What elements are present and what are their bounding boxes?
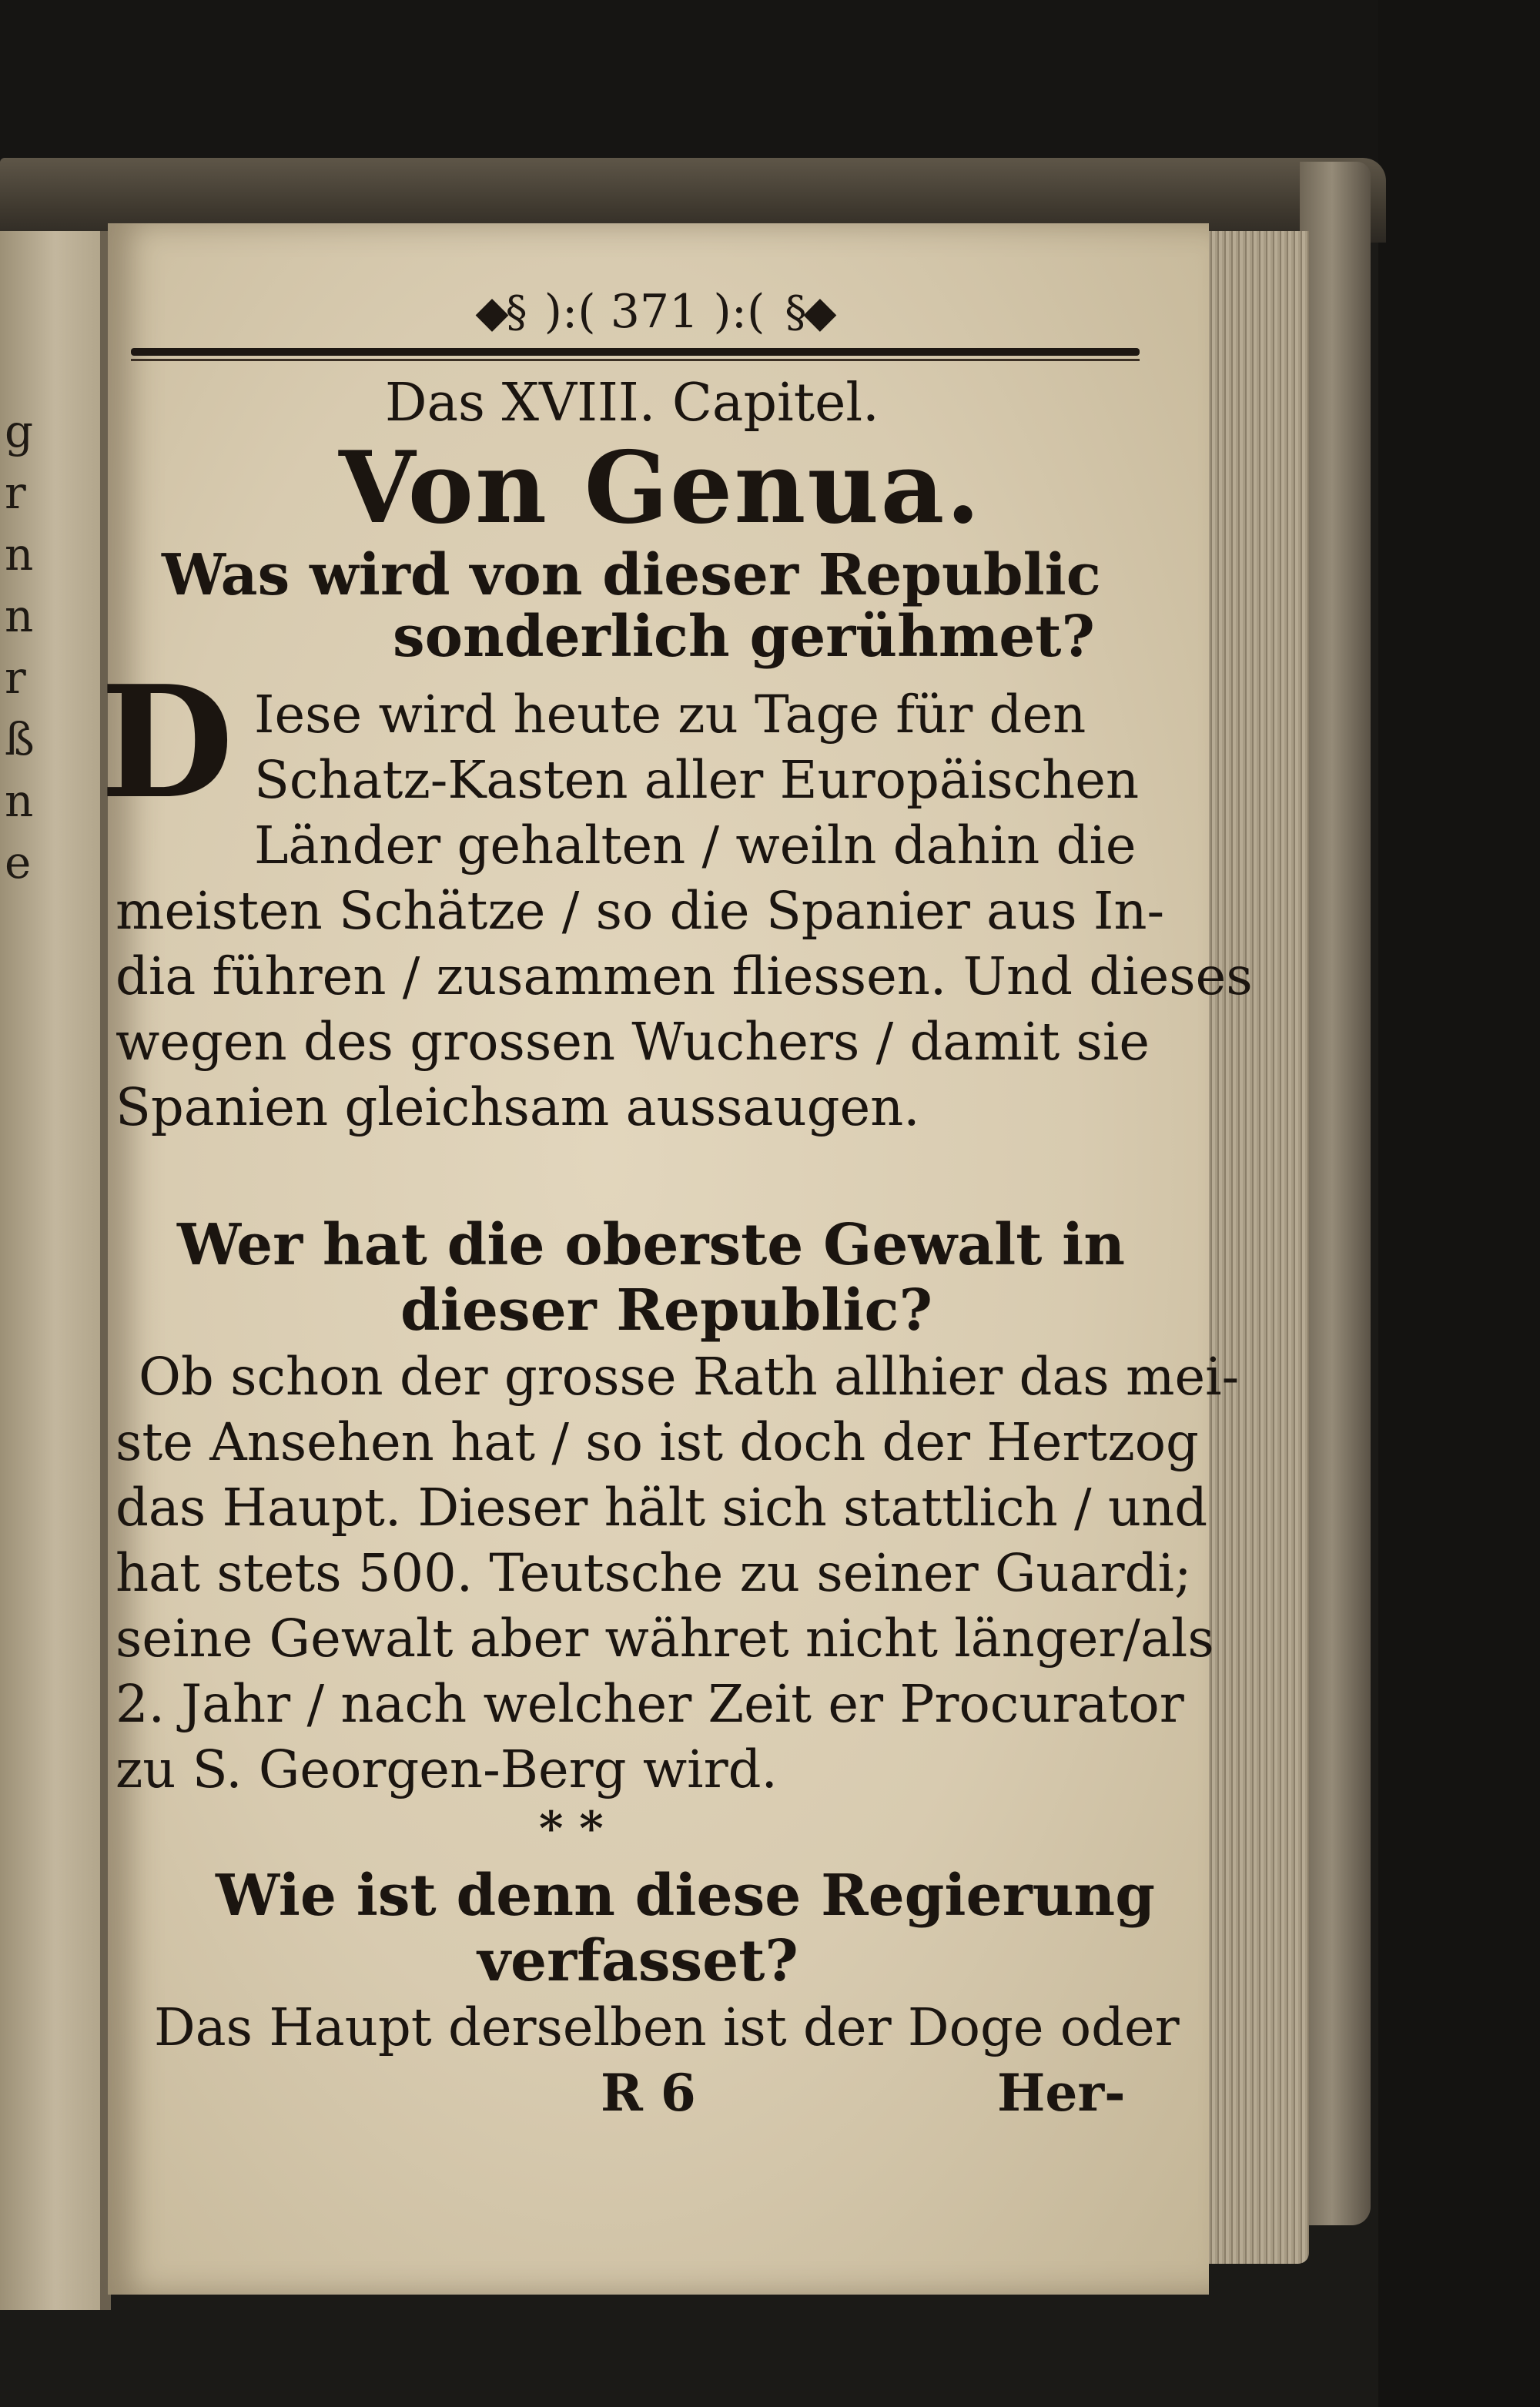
text-line: das Haupt. Dieser hält sich stattlich / und — [116, 1478, 1208, 1538]
background-right — [1378, 0, 1540, 2407]
left-page-edge — [0, 231, 111, 2310]
left-fragment: ß — [5, 713, 35, 765]
catchword: Her- — [997, 2063, 1126, 2123]
left-fragment: g — [5, 405, 34, 457]
text-line: Das Haupt derselben ist der Doge oder — [154, 1997, 1180, 2057]
text-line: zu S. Georgen-Berg wird. — [116, 1739, 778, 1799]
text-line: meisten Schätze / so die Spanier aus In- — [116, 881, 1165, 941]
signature-mark: R 6 — [601, 2063, 696, 2123]
ornament-left-icon: ◆§ — [475, 286, 524, 337]
book-page — [100, 223, 1253, 2295]
page-number: ):( 371 ):( — [544, 285, 765, 339]
background-top — [0, 0, 1540, 177]
question-line: verfasset? — [477, 1928, 798, 1994]
left-fragment: n — [5, 528, 34, 581]
page-content — [100, 223, 1253, 2295]
left-fragment: n — [5, 775, 34, 827]
chapter-heading: Das XVIII. Capitel. — [385, 373, 879, 434]
text-line: Spanien gleichsam aussaugen. — [116, 1077, 920, 1137]
drop-initial: D — [100, 652, 234, 833]
question-line: Was wird von dieser Republic — [162, 542, 1101, 608]
header-rule — [131, 348, 1140, 356]
question-line: dieser Republic? — [400, 1277, 932, 1344]
text-line: Schatz-Kasten aller Europäischen — [254, 750, 1140, 810]
chapter-title: Von Genua. — [339, 430, 982, 546]
left-fragment: r — [5, 467, 26, 519]
text-line: Iese wird heute zu Tage für den — [254, 685, 1086, 745]
left-fragment: r — [5, 651, 26, 704]
ornament-right-icon: §◆ — [785, 286, 834, 337]
book-cover-right-edge — [1300, 162, 1371, 2225]
text-line: 2. Jahr / nach welcher Zeit er Procurator — [116, 1674, 1184, 1734]
text-line: hat stets 500. Teutsche zu seiner Guardi; — [116, 1543, 1192, 1603]
text-line: ste Ansehen hat / so ist doch der Hertzog — [116, 1412, 1199, 1472]
page-block-edges — [1201, 231, 1309, 2264]
question-line: Wer hat die oberste Gewalt in — [177, 1212, 1126, 1278]
question-line: Wie ist denn diese Regierung — [216, 1863, 1155, 1929]
question-line: sonderlich gerühmet? — [393, 604, 1095, 670]
left-page-fragments — [5, 400, 66, 893]
page-header — [354, 269, 955, 354]
text-line: dia führen / zusammen fliessen. Und dieses — [116, 946, 1253, 1006]
text-line: wegen des grossen Wuchers / damit sie — [116, 1012, 1150, 1072]
left-fragment: e — [5, 836, 32, 889]
left-fragment: n — [5, 590, 34, 642]
text-line: Länder gehalten / weiln dahin die — [254, 815, 1137, 875]
section-separator: * * — [539, 1802, 604, 1856]
text-line: seine Gewalt aber währet nicht länger/als — [116, 1609, 1214, 1669]
text-line: Ob schon der grosse Rath allhier das mei- — [139, 1347, 1240, 1407]
